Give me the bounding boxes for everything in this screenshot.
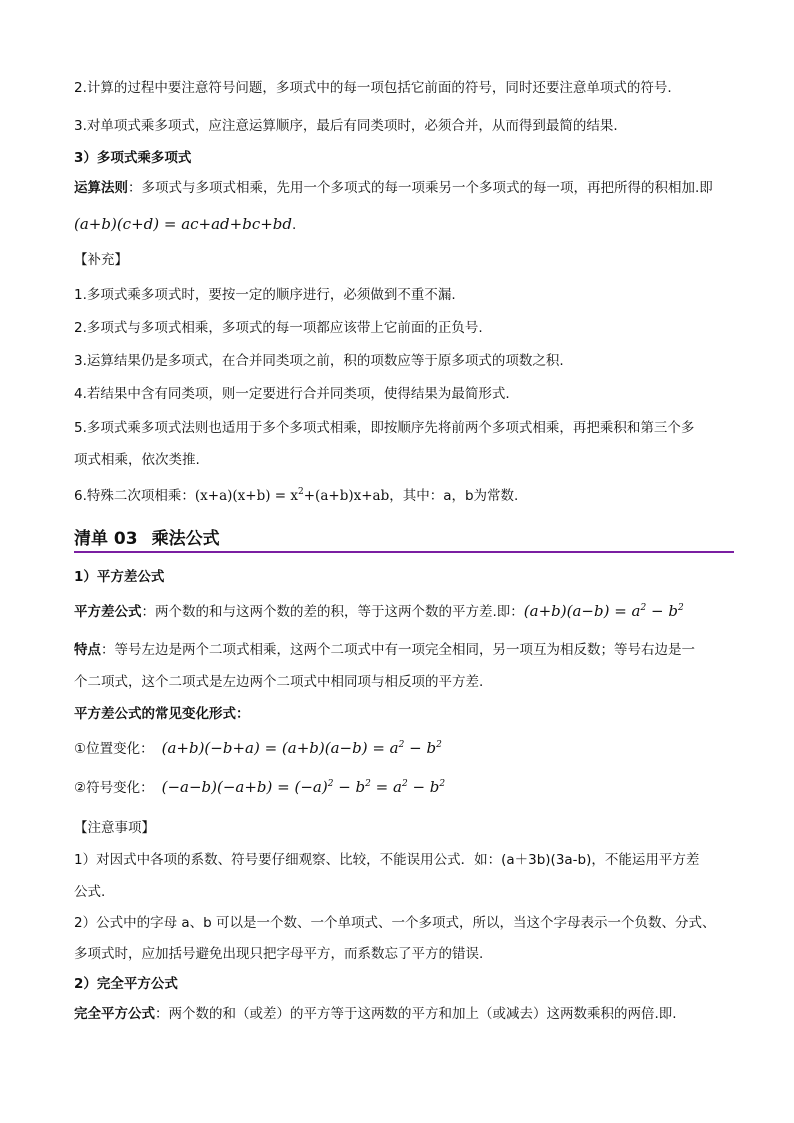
exponent: 2	[398, 740, 405, 750]
term-label: 完全平方公式	[74, 1006, 155, 1022]
paragraph-text: 2）公式中的字母 a、b 可以是一个数、一个单项式、一个多项式，所以，当这个字母表示一个负数、分式、	[74, 915, 716, 931]
paragraph-text: 2.计算的过程中要注意符号问题，多项式中的每一项包括它前面的符号，同时还要注意单项式的符号.	[74, 80, 672, 96]
text-line	[74, 944, 734, 964]
paragraph-text: ：等号左边是两个二项式相乘，这两个二项式中有一项完全相同，另一项互为相反数；等号右边是一	[101, 642, 695, 658]
exponent: 2	[298, 487, 304, 497]
text-line	[74, 850, 734, 870]
heading-number: 清单 03	[74, 529, 138, 549]
section-label-text: 【补充】	[74, 252, 128, 268]
subheading	[74, 567, 734, 587]
exponent: 2	[436, 740, 442, 750]
text-line	[74, 116, 734, 136]
formula-line	[74, 601, 734, 622]
formula-line	[74, 738, 734, 759]
heading-title: 乘法公式	[151, 529, 220, 549]
paragraph-text: 5.多项式乘多项式法则也适用于多个多项式相乘，即按顺序先将前两个多项式相乘，再把乘积和第三个多	[74, 420, 695, 436]
subheading	[74, 704, 734, 724]
paragraph-text: 4.若结果中含有同类项，则一定要进行合并同类项，使得结果为最简形式.	[74, 386, 510, 402]
text-line	[74, 178, 734, 198]
text-line	[74, 450, 734, 470]
formula-part: (a+b)(−b+a) = (a+b)(a−b) = a	[161, 739, 399, 757]
exponent: 2	[439, 779, 446, 789]
formula-part: (−a−b)(−a+b) = (−a)	[161, 778, 328, 796]
section-label	[74, 818, 734, 838]
formula	[162, 739, 442, 757]
subheading-text: 2）完全平方公式	[74, 976, 178, 992]
text-line	[74, 672, 734, 692]
punctuation: .	[292, 217, 297, 233]
paragraph-text: ：多项式与多项式相乘，先用一个多项式的每一项乘另一个多项式的每一项，再把所得的积相加.即	[128, 180, 713, 196]
formula-part: +(a+b)x+ab	[303, 488, 390, 504]
exponent: 2	[677, 603, 684, 613]
paragraph-text: 1）对因式中各项的系数、符号要仔细观察、比较，不能误用公式．如：(a＋3b)(3a-b)，不能运用平方差	[74, 852, 700, 868]
formula-line	[74, 214, 734, 235]
section-heading	[74, 526, 734, 552]
text-line	[74, 351, 734, 371]
paragraph-text: ，其中：a，b为常数.	[389, 488, 519, 504]
rule-label: 运算法则	[74, 180, 128, 196]
section-label	[74, 250, 734, 270]
text-line	[74, 913, 734, 933]
formula	[524, 602, 684, 620]
subheading-text: 平方差公式的常见变化形式：	[74, 706, 250, 722]
paragraph-text: ①位置变化：	[74, 741, 154, 757]
formula-part: (a+b)(a−b) = a	[523, 602, 641, 620]
term-label: 平方差公式	[74, 604, 142, 620]
text-line	[74, 384, 734, 404]
exponent: 2	[365, 779, 371, 789]
subheading	[74, 148, 734, 168]
formula-part: (x+a)(x+b) = x	[194, 488, 299, 504]
subheading	[74, 974, 734, 994]
section-label-text: 【注意事项】	[74, 820, 155, 836]
text-line	[74, 318, 734, 338]
formula-part: − b	[646, 602, 678, 620]
formula: (a+b)(c+d) = ac+ad+bc+bd	[74, 215, 292, 233]
paragraph-text: 个二项式，这个二项式是左边两个二项式中相同项与相反项的平方差.	[74, 674, 484, 690]
text-line	[74, 882, 734, 902]
term-label: 特点	[74, 642, 101, 658]
paragraph-text: 2.多项式与多项式相乘，多项式的每一项都应该带上它前面的正负号.	[74, 320, 483, 336]
formula-line	[74, 486, 734, 506]
formula-part: = a	[370, 778, 402, 796]
paragraph-text: ：两个数的和与这两个数的差的积，等于这两个数的平方差.即：	[141, 604, 524, 620]
paragraph-text: 公式.	[74, 884, 106, 900]
text-line	[74, 418, 734, 438]
exponent: 2	[327, 779, 334, 789]
exponent: 2	[640, 603, 647, 613]
text-line	[74, 285, 734, 305]
exponent: 2	[401, 779, 408, 789]
formula	[195, 488, 389, 504]
text-line	[74, 1004, 734, 1024]
paragraph-text: ：两个数的和（或差）的平方等于这两数的平方和加上（或减去）这两数乘积的两倍.即.	[155, 1006, 677, 1022]
formula-line	[74, 777, 734, 798]
formula-part: − b	[404, 739, 437, 757]
paragraph-text: ②符号变化：	[74, 780, 154, 796]
text-line	[74, 640, 734, 660]
formula-part: − b	[333, 778, 366, 796]
subheading-text: 1）平方差公式	[74, 569, 165, 585]
heading-underline	[74, 551, 734, 553]
paragraph-text: 多项式时，应加括号避免出现只把字母平方，而系数忘了平方的错误.	[74, 946, 484, 962]
paragraph-text: 6.特殊二次项相乘：	[74, 488, 195, 504]
formula-part: − b	[407, 778, 440, 796]
paragraph-text: 3.对单项式乘多项式，应注意运算顺序，最后有同类项时，必须合并，从而得到最简的结果.	[74, 118, 618, 134]
text-line	[74, 78, 734, 98]
formula	[162, 778, 446, 796]
paragraph-text: 3.运算结果仍是多项式，在合并同类项之前，积的项数应等于原多项式的项数之积.	[74, 353, 564, 369]
paragraph-text: 1.多项式乘多项式时，要按一定的顺序进行，必须做到不重不漏.	[74, 287, 456, 303]
paragraph-text: 项式相乘，依次类推.	[74, 452, 200, 468]
subheading-text: 3）多项式乘多项式	[74, 150, 192, 166]
